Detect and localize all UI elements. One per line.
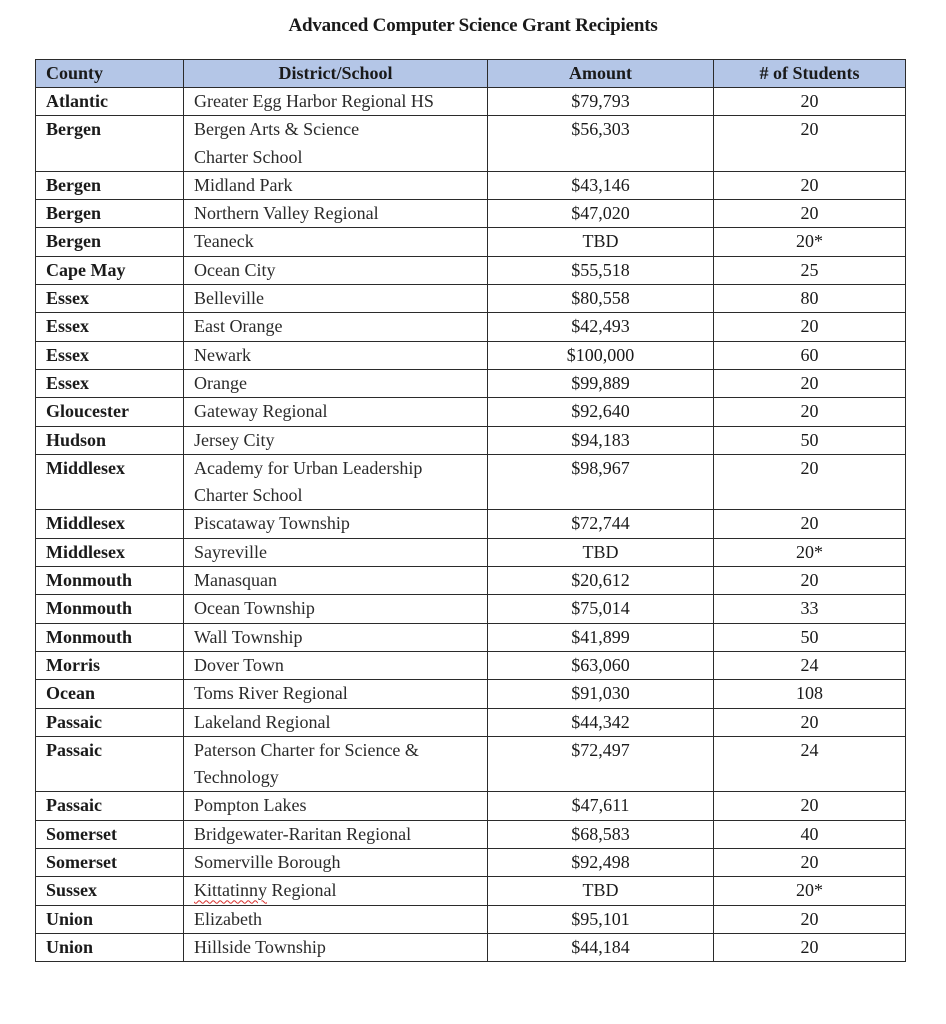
school-name-line: Manasquan: [194, 570, 277, 591]
cell-district-school: [184, 426, 488, 454]
cell-students: 20: [714, 171, 906, 199]
table-row: [36, 285, 906, 313]
cell-amount: $44,342: [488, 708, 714, 736]
table-row: [36, 651, 906, 679]
cell-county: Union: [36, 933, 184, 961]
cell-district-school: [184, 680, 488, 708]
cell-students: 24: [714, 651, 906, 679]
cell-amount: $42,493: [488, 313, 714, 341]
school-name-line: Teaneck: [194, 231, 254, 252]
school-name-line: Ocean Township: [194, 598, 315, 619]
cell-district-school: [184, 905, 488, 933]
table-body: [36, 88, 906, 962]
cell-students: 20: [714, 88, 906, 116]
column-header-students: # of Students: [714, 60, 906, 88]
cell-students: 20*: [714, 228, 906, 256]
cell-students: 20: [714, 116, 906, 172]
cell-amount: $47,020: [488, 200, 714, 228]
cell-county: Essex: [36, 341, 184, 369]
cell-county: Morris: [36, 651, 184, 679]
table-row: [36, 510, 906, 538]
cell-county: Essex: [36, 313, 184, 341]
document-title: Advanced Computer Science Grant Recipients: [288, 15, 658, 36]
spellcheck-flagged-word[interactable]: Kittatinny: [194, 880, 267, 901]
table-row: [36, 116, 906, 172]
cell-amount: $72,497: [488, 736, 714, 792]
cell-students: 40: [714, 820, 906, 848]
school-name-line: Piscataway Township: [194, 513, 350, 534]
cell-district-school: [184, 398, 488, 426]
cell-students: 20: [714, 454, 906, 510]
cell-amount: $98,967: [488, 454, 714, 510]
cell-students: 20: [714, 792, 906, 820]
school-name-line: Dover Town: [194, 654, 284, 675]
table-row: [36, 820, 906, 848]
cell-district-school: [184, 849, 488, 877]
cell-county: Bergen: [36, 116, 184, 172]
school-name-line: Northern Valley Regional: [194, 203, 379, 224]
cell-students: 20: [714, 933, 906, 961]
cell-county: Hudson: [36, 426, 184, 454]
table-row: [36, 313, 906, 341]
cell-district-school: [184, 88, 488, 116]
cell-county: Middlesex: [36, 454, 184, 510]
cell-district-school: [184, 877, 488, 905]
cell-students: 20: [714, 313, 906, 341]
table-header-row: [36, 60, 906, 88]
school-name-line: Lakeland Regional: [194, 711, 331, 732]
school-name-line: Newark: [194, 344, 251, 365]
table-row: [36, 341, 906, 369]
cell-amount: $95,101: [488, 905, 714, 933]
school-name-line: Orange: [194, 372, 247, 393]
cell-amount: $79,793: [488, 88, 714, 116]
cell-students: 25: [714, 256, 906, 284]
school-name-line: Midland Park: [194, 174, 293, 195]
cell-district-school: [184, 595, 488, 623]
cell-students: 20: [714, 398, 906, 426]
cell-county: Cape May: [36, 256, 184, 284]
cell-students: 20: [714, 567, 906, 595]
cell-amount: $94,183: [488, 426, 714, 454]
cell-county: Somerset: [36, 820, 184, 848]
cell-county: Essex: [36, 285, 184, 313]
grant-recipients-table: [35, 59, 906, 962]
school-name-line: East Orange: [194, 316, 283, 337]
school-name-line: Academy for Urban Leadership: [194, 457, 423, 478]
cell-district-school: [184, 538, 488, 566]
table-row: [36, 933, 906, 961]
school-name-line: Technology: [194, 767, 279, 788]
column-header-district-school: District/School: [184, 60, 488, 88]
cell-district-school: [184, 623, 488, 651]
school-name-line: Somerville Borough: [194, 852, 341, 873]
cell-amount: $92,498: [488, 849, 714, 877]
cell-amount: $20,612: [488, 567, 714, 595]
cell-district-school: [184, 510, 488, 538]
cell-amount: $44,184: [488, 933, 714, 961]
cell-county: Middlesex: [36, 538, 184, 566]
table-row: [36, 369, 906, 397]
school-name-line: Paterson Charter for Science &: [194, 739, 419, 760]
school-name-line: Kittatinny Regional: [194, 880, 337, 901]
cell-amount: $43,146: [488, 171, 714, 199]
cell-district-school: [184, 369, 488, 397]
table-row: [36, 256, 906, 284]
cell-district-school: [184, 792, 488, 820]
table-row: [36, 426, 906, 454]
cell-county: Somerset: [36, 849, 184, 877]
cell-students: 20: [714, 905, 906, 933]
cell-county: Passaic: [36, 708, 184, 736]
cell-amount: $41,899: [488, 623, 714, 651]
table-row: [36, 567, 906, 595]
cell-amount: $68,583: [488, 820, 714, 848]
school-name-line: Bergen Arts & Science: [194, 119, 360, 140]
cell-amount: TBD: [488, 538, 714, 566]
cell-amount: $75,014: [488, 595, 714, 623]
cell-amount: $100,000: [488, 341, 714, 369]
cell-county: Ocean: [36, 680, 184, 708]
cell-county: Monmouth: [36, 623, 184, 651]
table-row: [36, 171, 906, 199]
table-row: [36, 849, 906, 877]
table-row: [36, 905, 906, 933]
cell-district-school: [184, 933, 488, 961]
column-header-county: County: [36, 60, 184, 88]
table-row: [36, 398, 906, 426]
cell-amount: $99,889: [488, 369, 714, 397]
cell-students: 20: [714, 708, 906, 736]
cell-district-school: [184, 651, 488, 679]
cell-students: 20: [714, 510, 906, 538]
cell-students: 50: [714, 426, 906, 454]
cell-amount: $63,060: [488, 651, 714, 679]
table-row: [36, 680, 906, 708]
cell-county: Monmouth: [36, 595, 184, 623]
school-name-line: Ocean City: [194, 259, 276, 280]
cell-amount: $80,558: [488, 285, 714, 313]
table-row: [36, 877, 906, 905]
school-name-line: Pompton Lakes: [194, 795, 307, 816]
cell-county: Bergen: [36, 200, 184, 228]
cell-students: 20*: [714, 538, 906, 566]
column-header-amount: Amount: [488, 60, 714, 88]
cell-county: Sussex: [36, 877, 184, 905]
cell-students: 50: [714, 623, 906, 651]
table-row: [36, 228, 906, 256]
cell-students: 20: [714, 849, 906, 877]
cell-amount: $72,744: [488, 510, 714, 538]
cell-county: Atlantic: [36, 88, 184, 116]
school-name-line: Wall Township: [194, 626, 303, 647]
cell-amount: $92,640: [488, 398, 714, 426]
cell-district-school: [184, 820, 488, 848]
cell-amount: $56,303: [488, 116, 714, 172]
table-row: [36, 792, 906, 820]
cell-district-school: [184, 200, 488, 228]
school-name-line: Belleville: [194, 288, 264, 309]
cell-amount: $91,030: [488, 680, 714, 708]
table-row: [36, 736, 906, 792]
table-row: [36, 454, 906, 510]
cell-students: 33: [714, 595, 906, 623]
school-name-line: Charter School: [194, 146, 303, 167]
cell-county: Middlesex: [36, 510, 184, 538]
cell-students: 80: [714, 285, 906, 313]
school-name-line: Jersey City: [194, 429, 275, 450]
cell-district-school: [184, 256, 488, 284]
school-name-line: Elizabeth: [194, 908, 262, 929]
cell-district-school: [184, 708, 488, 736]
table-row: [36, 595, 906, 623]
cell-amount: $55,518: [488, 256, 714, 284]
cell-district-school: [184, 313, 488, 341]
cell-county: Union: [36, 905, 184, 933]
school-name-line: Greater Egg Harbor Regional HS: [194, 91, 434, 111]
cell-students: 20*: [714, 877, 906, 905]
cell-county: Gloucester: [36, 398, 184, 426]
cell-county: Bergen: [36, 228, 184, 256]
school-name-line: Bridgewater-Raritan Regional: [194, 823, 412, 844]
school-name-line: Hillside Township: [194, 936, 326, 957]
cell-students: 20: [714, 369, 906, 397]
cell-students: 60: [714, 341, 906, 369]
school-name-line: Charter School: [194, 485, 303, 506]
table-row: [36, 200, 906, 228]
table-row: [36, 88, 906, 116]
cell-county: Passaic: [36, 792, 184, 820]
cell-county: Passaic: [36, 736, 184, 792]
cell-county: Monmouth: [36, 567, 184, 595]
cell-students: 24: [714, 736, 906, 792]
cell-district-school: [184, 454, 488, 510]
cell-district-school: [184, 736, 488, 792]
cell-district-school: [184, 116, 488, 172]
cell-county: Essex: [36, 369, 184, 397]
table-row: [36, 708, 906, 736]
school-name-line: Gateway Regional: [194, 401, 328, 422]
table-row: [36, 538, 906, 566]
cell-amount: $47,611: [488, 792, 714, 820]
school-name-line: Toms River Regional: [194, 683, 348, 704]
cell-students: 20: [714, 200, 906, 228]
cell-amount: TBD: [488, 228, 714, 256]
cell-students: 108: [714, 680, 906, 708]
cell-district-school: [184, 567, 488, 595]
cell-district-school: [184, 341, 488, 369]
table-row: [36, 623, 906, 651]
cell-county: Bergen: [36, 171, 184, 199]
school-name-line: Sayreville: [194, 541, 267, 562]
cell-district-school: [184, 285, 488, 313]
cell-district-school: [184, 171, 488, 199]
cell-district-school: [184, 228, 488, 256]
cell-amount: TBD: [488, 877, 714, 905]
